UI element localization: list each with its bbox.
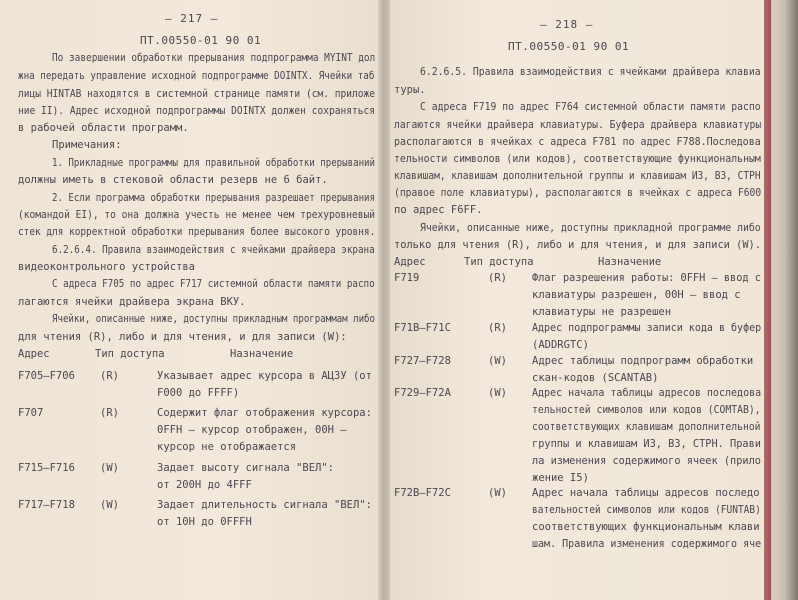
text-line: Ячейки, описанные ниже, доступны прикладным программам либо — [52, 313, 376, 325]
text-line: ние II). Адрес исходной подпрограммы DOINTX должен сохраняться — [18, 105, 376, 117]
row-description: вательностей символов или кодов (FUNTAB) — [532, 504, 761, 516]
row-description: 0FFH – курсор отображен, 00H – — [157, 424, 347, 436]
document-code: ПТ.00550-01 90 01 — [508, 40, 630, 53]
row-description: соответствующих функциональным клави — [532, 521, 760, 533]
text-line: (командой EI), то она должна учесть не менее чем трехуровневый — [18, 209, 376, 221]
table-header-type: Тип доступа — [95, 348, 165, 360]
row-description: скан-кодов (SCANTAB) — [532, 372, 659, 384]
text-line: лагаются ячейки драйвера экрана ВКУ. — [18, 296, 246, 308]
row-description: Содержит флаг отображения курсора: — [157, 407, 372, 419]
table-header-purpose: Назначение — [598, 256, 662, 268]
text-line: С адреса F719 по адрес F764 системной области памяти распо — [420, 101, 761, 113]
row-access-type: (W) — [488, 487, 507, 499]
page-number: – 218 – — [540, 18, 594, 31]
text-line: только для чтения (R), либо и для чтения, и для записи (W). — [394, 239, 762, 251]
section-heading: 6.2.6.5. Правила взаимодействия с ячейками драйвера клавиа — [420, 66, 761, 78]
book-page-edge — [764, 0, 798, 600]
text-line: по адрес F6FF. — [394, 204, 483, 216]
row-description: Адрес начала таблицы адресов последова — [532, 387, 762, 399]
row-description: Адрес подпрограммы записи кода в буфер — [532, 322, 762, 334]
text-line: 1. Прикладные программы для правильной обработки прерываний — [52, 157, 376, 169]
row-address: F705–F706 — [18, 370, 75, 382]
right-page — [390, 0, 764, 600]
row-access-type: (R) — [100, 370, 119, 382]
row-address: F717–F718 — [18, 499, 75, 511]
table-header-purpose: Назначение — [230, 348, 294, 360]
row-access-type: (W) — [100, 499, 119, 511]
text-line: 2. Если программа обработки прерывания разрешает прерывания — [52, 192, 376, 204]
section-heading-cont: видеоконтрольного устройства — [18, 261, 196, 273]
page-number: – 217 – — [165, 12, 219, 25]
row-address: F72B–F72C — [394, 487, 451, 499]
text-line: в рабочей области программ. — [18, 122, 189, 134]
row-description: клавиатуры разрешен, 00H – ввод с — [532, 289, 741, 301]
text-line: стек для корректной обработки прерывания более высокого уровня. — [18, 226, 376, 238]
row-access-type: (R) — [488, 322, 507, 334]
book-spine — [378, 0, 390, 600]
text-line: лицы HINTAB находятся в системной странице памяти (см. приложе — [18, 88, 376, 100]
row-description: Указывает адрес курсора в АЦЗУ (от — [157, 370, 372, 382]
row-description: (ADDRGTC) — [532, 339, 589, 351]
row-address: F719 — [394, 272, 420, 284]
row-description: шам. Правила изменения содержимого яче — [532, 538, 762, 550]
text-line: жна передать управление исходной подпрограмме DOINTX. Ячейки таб — [18, 70, 375, 82]
row-description: Адрес таблицы подпрограмм обработки — [532, 355, 754, 367]
table-header-addr: Адрес — [394, 256, 426, 268]
text-line: лагаются ячейки драйвера клавиатуры. Буфера драйвера клавиатуры — [394, 119, 762, 131]
row-description: F000 до FFFF) — [157, 387, 240, 399]
row-description: Задает высоту сигнала "ВЕЛ": — [157, 462, 335, 474]
notes-heading: Примечания: — [52, 139, 122, 151]
text-line: для чтения (R), либо и для чтения, и для записи (W): — [18, 331, 347, 343]
text-line: С адреса F705 по адрес F717 системной области памяти распо — [52, 278, 375, 290]
text-line: клавишам, клавишам дополнительной группы и клавишам ИЗ, ВЗ, СТРН — [394, 170, 761, 182]
table-header-addr: Адрес — [18, 348, 50, 360]
row-description: клавиатуры не разрешен — [532, 306, 672, 318]
row-access-type: (R) — [100, 407, 119, 419]
row-access-type: (W) — [488, 355, 507, 367]
row-description: Адрес начала таблицы адресов последо — [532, 487, 760, 499]
row-description: ла изменения содержимого ячеек (прило — [532, 455, 761, 467]
row-address: F71B–F71C — [394, 322, 451, 334]
section-heading-cont: туры. — [394, 84, 426, 96]
row-description: от 10H до 0FFFH — [157, 516, 252, 528]
text-line: должны иметь в стековой области резерв не 6 байт. — [18, 174, 328, 186]
row-description: от 200H до 4FFF — [157, 479, 252, 491]
row-description: тельностей символов или кодов (COMTAB), — [532, 404, 761, 416]
row-description: Флаг разрешения работы: 0FFH – ввод с — [532, 272, 761, 284]
text-line: По завершении обработки прерывания подпрограмма MYINT дол — [52, 52, 376, 64]
row-description: Задает длительность сигнала "ВЕЛ": — [157, 499, 372, 511]
row-address: F715–F716 — [18, 462, 75, 474]
row-access-type: (W) — [100, 462, 119, 474]
row-address: F707 — [18, 407, 44, 419]
text-line: располагаются в ячейках с адреса F781 по адрес F788.Последова — [394, 136, 761, 148]
row-description: соответствующих клавишам дополнительной — [532, 421, 761, 433]
row-address: F729–F72A — [394, 387, 451, 399]
row-address: F727–F728 — [394, 355, 451, 367]
text-line: (правое поле клавиатуры), располагаются в ячейках с адреса F600 — [394, 187, 762, 199]
section-heading: 6.2.6.4. Правила взаимодействия с ячейками драйвера экрана — [52, 244, 375, 256]
row-description: группы и клавишам ИЗ, ВЗ, СТРН. Прави — [532, 438, 761, 450]
document-code: ПТ.00550-01 90 01 — [140, 34, 262, 47]
row-description: жение I5) — [532, 472, 589, 484]
left-page — [0, 0, 378, 600]
row-description: курсор не отображается — [157, 441, 297, 453]
row-access-type: (W) — [488, 387, 507, 399]
text-line: Ячейки, описанные ниже, доступны прикладной программе либо — [420, 222, 761, 234]
text-line: тельности символов (или кодов), соответствующие функциональным — [394, 153, 761, 165]
table-header-type: Тип доступа — [464, 256, 534, 268]
row-access-type: (R) — [488, 272, 507, 284]
